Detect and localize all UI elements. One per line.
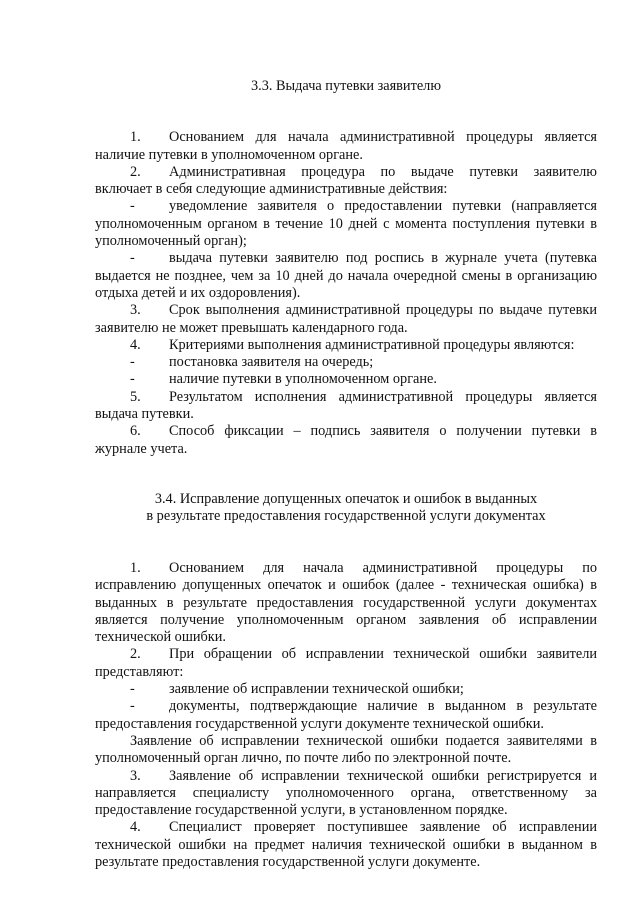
- bullet-text: постановка заявителя на очередь;: [169, 354, 374, 371]
- item-number: 1.: [130, 559, 141, 576]
- paragraph-text: Заявление об исправлении технической ошибки регистрируется и направляется специалисту уполномоченного органа, ответственному за предоставление государственной услуги, в установленном порядке.: [95, 767, 597, 819]
- paragraph-text: Основанием для начала административной процедуры является наличие путевки в уполномоченном органе.: [95, 129, 597, 163]
- section-heading-3-3: 3.3. Выдача путевки заявителю: [250, 78, 441, 94]
- paragraph-text: Критериями выполнения административной процедуры являются:: [169, 336, 575, 353]
- item-number: 5.: [130, 388, 141, 405]
- bullet-3-3-2: [95, 250, 597, 302]
- paragraph-3-4-3: [95, 768, 597, 820]
- bullet-3-4-2: [95, 698, 597, 733]
- bullet-dash: -: [130, 371, 135, 388]
- item-number: 4.: [130, 336, 141, 353]
- item-number: 2.: [130, 163, 141, 180]
- bullet-dash: -: [130, 354, 135, 371]
- item-number: 1.: [130, 129, 141, 146]
- section-heading-3-4-line1: 3.4. Исправление допущенных опечаток и ошибок в выданных: [154, 490, 538, 507]
- bullet-text: уведомление заявителя о предоставлении путевки (направляется уполномоченным органом в течение 10 дней с момента поступления путевки в уполномоченный орган);: [95, 198, 597, 250]
- bullet-text: заявление об исправлении технической ошибки;: [169, 681, 464, 698]
- document-page: [95, 78, 597, 871]
- paragraph-text: Основанием для начала административной процедуры по исправлению допущенных опечаток и ошибок (далее - техническая ошибка) в выданных в результате предоставления государственной услуги документах является получение уполномоченным органом заявления об исправлении технической ошибки.: [95, 559, 597, 646]
- paragraph-3-3-4: [95, 337, 597, 354]
- section-heading-3-4-line2: в результате предоставления государственной услуги документах: [146, 508, 546, 525]
- paragraph-text: Срок выполнения административной процедуры по выдаче путевки заявителю не может превышать календарного года.: [95, 302, 597, 336]
- bullet-3-4-1: [95, 681, 597, 698]
- paragraph-3-4-2: [95, 646, 597, 681]
- paragraph-3-4-4: [95, 819, 597, 871]
- bullet-3-3-1: [95, 198, 597, 250]
- paragraph-3-4-1: [95, 560, 597, 646]
- bullet-text: документы, подтверждающие наличие в выданном в результате предоставления государственной услуги документе технической ошибки.: [95, 698, 597, 732]
- bullet-3-3-4: [95, 371, 597, 388]
- paragraph-3-3-6: [95, 423, 597, 458]
- bullet-dash: -: [130, 198, 135, 215]
- paragraph-text: Административная процедура по выдаче путевки заявителю включает в себя следующие административные действия:: [95, 163, 597, 198]
- paragraph-3-4-plain: Заявление об исправлении технической ошибки подается заявителями в уполномоченный орган лично, по почте либо по электронной почте.: [95, 732, 597, 767]
- bullet-dash: -: [130, 698, 135, 715]
- item-number: 2.: [130, 646, 141, 663]
- paragraph-text: Специалист проверяет поступившее заявление об исправлении технической ошибки на предмет наличия технической ошибки в выданном в результате предоставления государственной услуги документе.: [95, 819, 597, 870]
- bullet-dash: -: [130, 250, 135, 267]
- item-number: 3.: [130, 767, 141, 784]
- item-number: 6.: [130, 423, 141, 440]
- paragraph-3-3-1: [95, 129, 597, 164]
- bullet-dash: -: [130, 681, 135, 698]
- bullet-text: наличие путевки в уполномоченном органе.: [169, 371, 437, 388]
- bullet-text: выдача путевки заявителю под роспись в журнале учета (путевка выдается не позднее, чем за 10 дней до начала очередной смены в организацию отдыха детей и их оздоровления).: [95, 250, 597, 301]
- paragraph-3-3-3: [95, 302, 597, 337]
- paragraph-3-3-2: [95, 164, 597, 199]
- paragraph-3-3-5: [95, 389, 597, 424]
- item-number: 4.: [130, 819, 141, 836]
- item-number: 3.: [130, 302, 141, 319]
- paragraph-text: Результатом исполнения административной процедуры является выдача путевки.: [95, 388, 597, 423]
- paragraph-text: Способ фиксации – подпись заявителя о получении путевки в журнале учета.: [95, 423, 597, 457]
- paragraph-text: При обращении об исправлении технической ошибки заявители представляют:: [95, 646, 597, 680]
- bullet-3-3-3: [95, 354, 597, 371]
